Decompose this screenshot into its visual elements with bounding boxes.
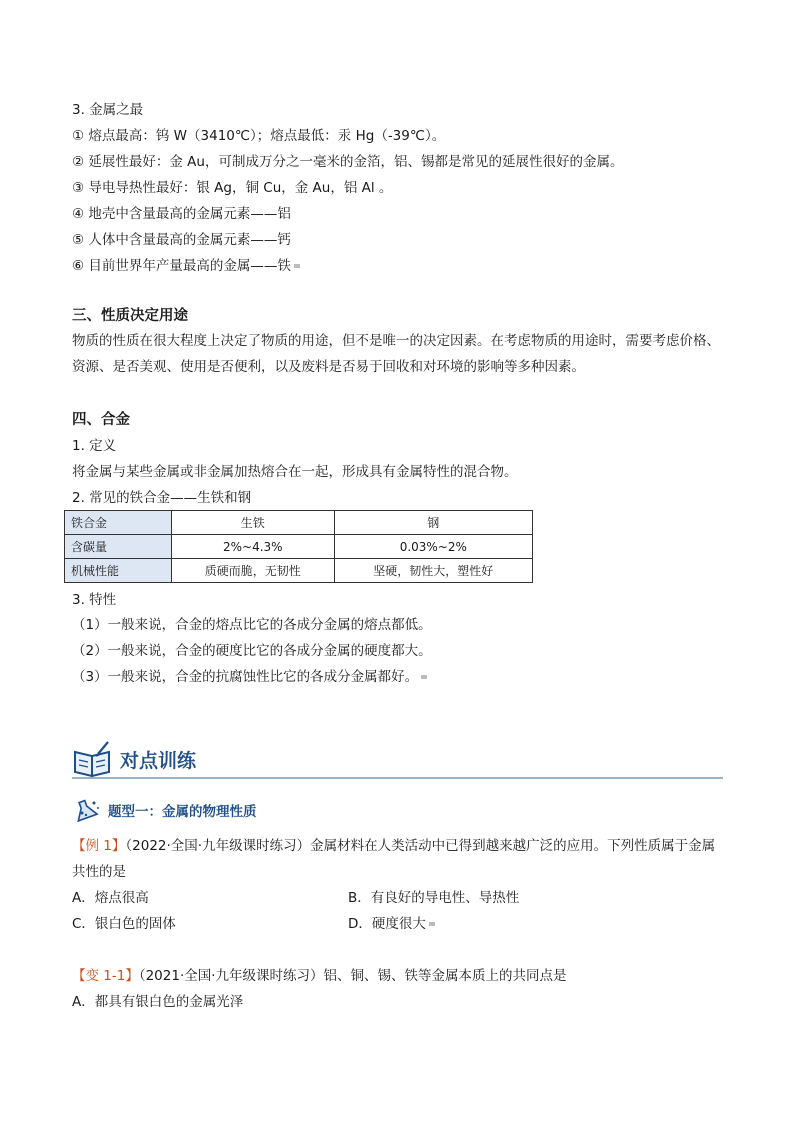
section3-text: 物质的性质在很大程度上决定了物质的用途，但不是唯一的决定因素。在考虑物质的用途时，需要考虑价格、资源、是否美观、使用是否便利，以及废料是否易于回收和对环境的影响等多种因素。: [72, 333, 720, 375]
paragraph-mark-icon: [294, 264, 300, 268]
section-divider: [72, 777, 723, 779]
extreme-item-5: ⑤ 人体中含量最高的金属元素——钙: [72, 232, 291, 248]
alloy-table-heading: 2. 常见的铁合金——生铁和钢: [72, 490, 252, 506]
table-row: [65, 535, 533, 559]
extreme-item-1: ① 熔点最高：钨 W（3410℃）；熔点最低：汞 Hg（-39℃）。: [72, 128, 446, 144]
table-row: [65, 511, 533, 535]
table-cell: 生铁: [172, 511, 335, 535]
table-cell: 2%~4.3%: [172, 535, 335, 559]
table-cell: 钢: [334, 511, 532, 535]
flask-icon: [72, 798, 102, 822]
paragraph-mark-icon: [429, 922, 435, 926]
table-cell: 铁合金: [65, 511, 172, 535]
section3-heading: 三、性质决定用途: [72, 308, 188, 324]
extreme-item-4: ④ 地壳中含量最高的金属元素——铝: [72, 206, 291, 222]
definition-text: 将金属与某些金属或非金属加热熔合在一起，形成具有金属特性的混合物。: [72, 464, 518, 480]
option-d-row: [348, 914, 435, 934]
variant-1-1-stem: [72, 966, 567, 986]
extreme-item-6: ⑥ 目前世界年产量最高的金属——铁: [72, 258, 291, 274]
option-b: B．有良好的导电性、导热性: [348, 890, 520, 906]
property-3: （3）一般来说，合金的抗腐蚀性比它的各成分金属都好。: [72, 669, 419, 685]
paragraph-mark-icon: [421, 675, 427, 679]
option-d: D．硬度很大: [348, 916, 426, 932]
property-1: （1）一般来说，合金的熔点比它的各成分金属的熔点都低。: [72, 617, 432, 633]
property-2: （2）一般来说，合金的硬度比它的各成分金属的硬度都大。: [72, 643, 432, 659]
example-1-stem-line1: [72, 836, 715, 856]
variant-1-1-option-a: A．都具有银白色的金属光泽: [72, 994, 244, 1010]
example-1-stem-line2: 共性的是: [72, 864, 126, 880]
table-cell: 含碳量: [65, 535, 172, 559]
example-1-stem: 金属材料在人类活动中已得到越来越广泛的应用。下列性质属于金属: [310, 838, 716, 854]
table-cell: 0.03%~2%: [334, 535, 532, 559]
extreme-item-3: ③ 导电导热性最好：银 Ag，铜 Cu，金 Au，铝 Al 。: [72, 180, 393, 196]
metals-extremes-heading: 3. 金属之最: [72, 102, 144, 118]
variant-1-1-source: （2021·全国·九年级课时练习）: [138, 968, 324, 984]
extreme-item-6-row: [72, 256, 300, 276]
table-row: [65, 559, 533, 583]
option-a: A．熔点很高: [72, 890, 149, 906]
training-title: 对点训练: [120, 750, 197, 772]
book-icon: [72, 740, 114, 778]
section4-heading: 四、合金: [72, 412, 130, 428]
question-type-title: 题型一：金属的物理性质: [108, 804, 257, 820]
table-cell: 坚硬，韧性大，塑性好: [334, 559, 532, 583]
variant-1-1-question: 铝、铜、锡、铁等金属本质上的共同点是: [323, 968, 567, 984]
definition-heading: 1. 定义: [72, 438, 117, 454]
table-cell: 质硬而脆，无韧性: [172, 559, 335, 583]
property-3-row: [72, 667, 427, 687]
alloy-table: [64, 510, 533, 583]
extreme-item-2: ② 延展性最好：金 Au，可制成万分之一毫米的金箔，铝、锡都是常见的延展性很好的金属。: [72, 154, 624, 170]
table-cell: 机械性能: [65, 559, 172, 583]
variant-1-1-label: 【变 1-1】: [72, 968, 139, 984]
example-1-source: （2022·全国·九年级课时练习）: [125, 838, 311, 854]
example-1-label: 【例 1】: [72, 838, 126, 854]
properties-heading: 3. 特性: [72, 592, 117, 608]
option-c: C．银白色的固体: [72, 916, 176, 932]
